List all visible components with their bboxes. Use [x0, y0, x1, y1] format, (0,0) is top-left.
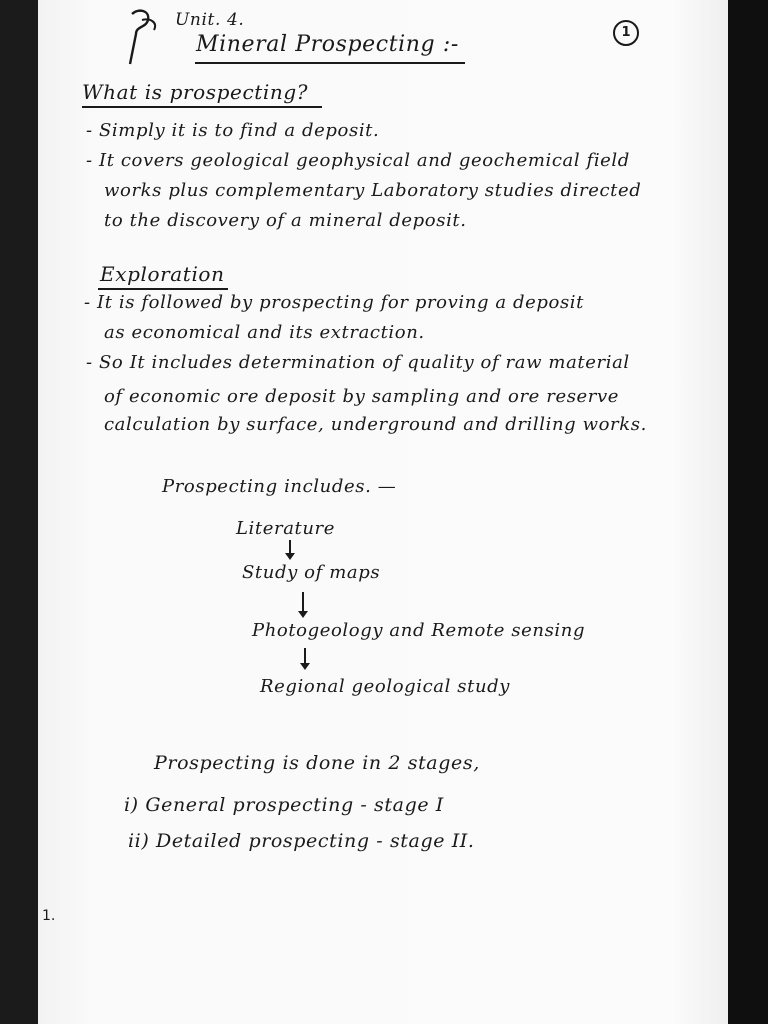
what-line-4: to the discovery of a mineral deposit.	[104, 210, 467, 231]
scribble-logo-icon	[124, 8, 164, 68]
heading-underline-what	[82, 106, 322, 108]
stage-item-1: i) General prospecting - stage I	[124, 794, 444, 816]
stage-item-2: ii) Detailed prospecting - stage II.	[128, 830, 475, 852]
notebook-page	[38, 0, 728, 1024]
exploration-line-4: of economic ore deposit by sampling and ore reserve	[104, 386, 620, 407]
step-literature: Literature	[236, 518, 336, 539]
exploration-line-2: as economical and its extraction.	[104, 322, 425, 343]
down-arrow-icon	[302, 592, 304, 612]
step-photogeology: Photogeology and Remote sensing	[252, 620, 586, 641]
step-study-of-maps: Study of maps	[242, 562, 381, 583]
page-title: Mineral Prospecting :-	[196, 32, 459, 57]
unit-label: Unit. 4.	[175, 10, 245, 30]
exploration-line-3: - So It includes determination of quality of raw material	[86, 352, 630, 373]
section-heading-what: What is prospecting?	[82, 80, 309, 104]
page-edge-shadow	[728, 0, 768, 1024]
exploration-line-5: calculation by surface, underground and drilling works.	[104, 414, 647, 435]
what-line-2: - It covers geological geophysical and geochemical field	[86, 150, 630, 171]
what-line-1: - Simply it is to find a deposit.	[86, 120, 380, 141]
margin-mark: 1.	[42, 908, 56, 924]
includes-intro: Prospecting includes. —	[162, 476, 397, 497]
what-line-3: works plus complementary Laboratory studies directed	[104, 180, 642, 201]
title-underline	[195, 62, 465, 64]
down-arrow-icon	[289, 540, 291, 554]
exploration-line-1: - It is followed by prospecting for proving a deposit	[84, 292, 585, 313]
down-arrow-icon	[304, 648, 306, 664]
page-number-badge: 1	[613, 20, 639, 46]
stages-intro: Prospecting is done in 2 stages,	[154, 752, 480, 774]
heading-underline-exploration	[98, 288, 228, 290]
section-heading-exploration: Exploration	[100, 262, 225, 286]
step-regional-study: Regional geological study	[260, 676, 511, 697]
